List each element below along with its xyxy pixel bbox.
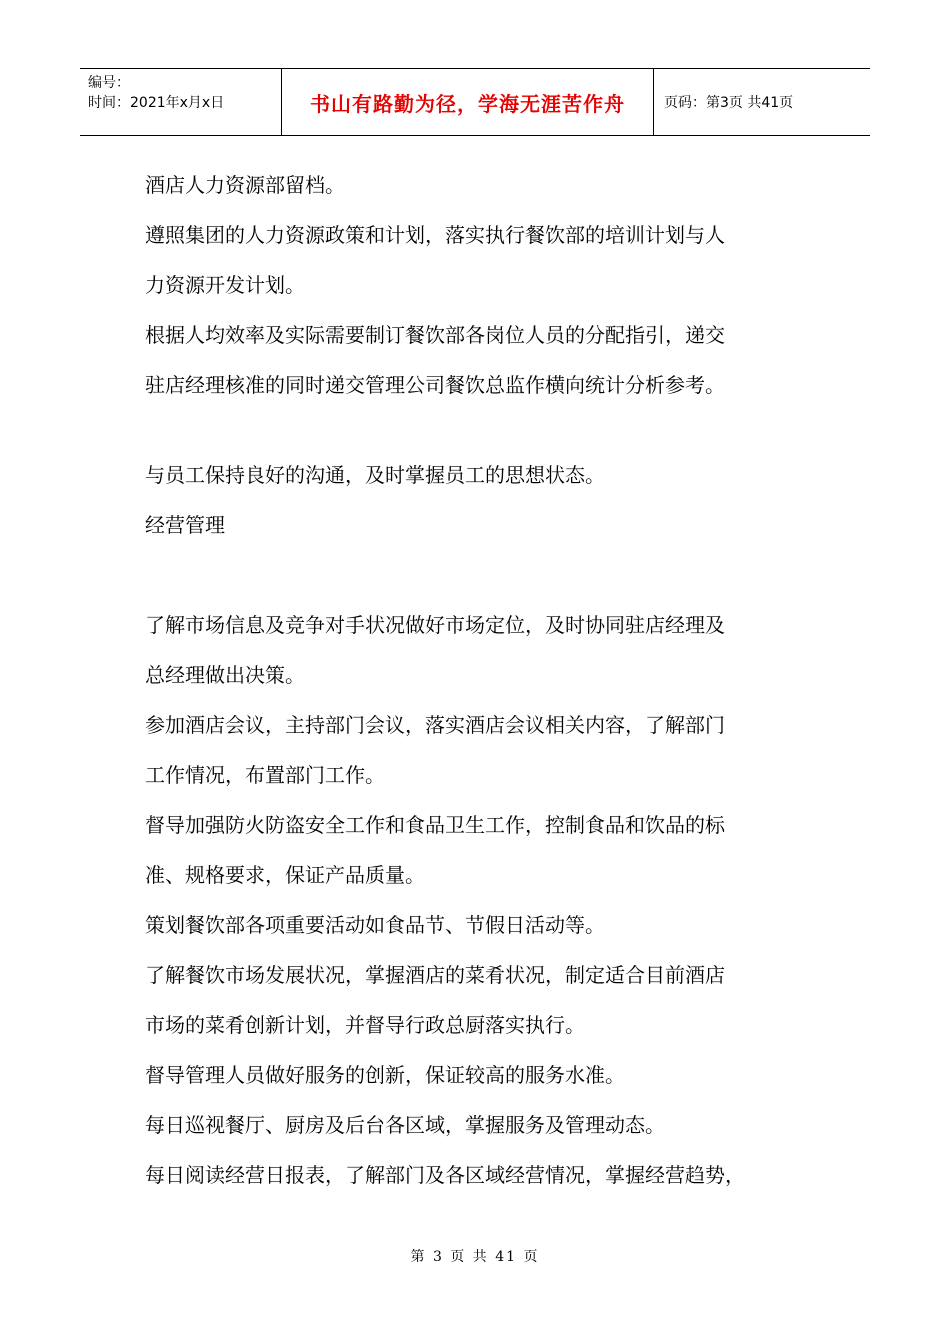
paragraph-line: 根据人均效率及实际需要制订餐饮部各岗位人员的分配指引，递交 xyxy=(145,323,725,347)
paragraph-line: 与员工保持良好的沟通，及时掌握员工的思想状态。 xyxy=(145,463,605,487)
paragraph-line: 了解餐饮市场发展状况，掌握酒店的菜肴状况，制定适合目前酒店 xyxy=(145,963,725,987)
paragraph-line: 参加酒店会议，主持部门会议，落实酒店会议相关内容，了解部门 xyxy=(145,713,725,737)
header-meta xyxy=(80,69,282,135)
document-time-label: 时间：2021年x月x日 xyxy=(88,95,225,111)
paragraph-line: 每日阅读经营日报表，了解部门及各区域经营情况，掌握经营趋势， xyxy=(145,1163,745,1187)
document-body xyxy=(145,160,835,1200)
page-header xyxy=(80,68,870,136)
page-footer: 第 3 页 共 41 页 xyxy=(410,1249,540,1265)
paragraph-line: 策划餐饮部各项重要活动如食品节、节假日活动等。 xyxy=(145,913,605,937)
paragraph-spacer xyxy=(145,550,835,600)
paragraph-spacer xyxy=(145,410,835,450)
paragraph-line: 准、规格要求，保证产品质量。 xyxy=(145,863,425,887)
section-heading: 经营管理 xyxy=(145,513,225,537)
paragraph-line: 总经理做出决策。 xyxy=(145,663,305,687)
paragraph-line: 督导加强防火防盗安全工作和食品卫生工作，控制食品和饮品的标 xyxy=(145,813,725,837)
paragraph-line: 了解市场信息及竞争对手状况做好市场定位，及时协同驻店经理及 xyxy=(145,613,725,637)
document-number-label: 编号： xyxy=(88,75,130,91)
paragraph-line: 工作情况，布置部门工作。 xyxy=(145,763,385,787)
paragraph-line: 遵照集团的人力资源政策和计划，落实执行餐饮部的培训计划与人 xyxy=(145,223,725,247)
paragraph-line: 每日巡视餐厅、厨房及后台各区域，掌握服务及管理动态。 xyxy=(145,1113,665,1137)
header-page-info: 页码：第3页 共41页 xyxy=(664,95,794,111)
paragraph-line: 酒店人力资源部留档。 xyxy=(145,173,345,197)
paragraph-line: 驻店经理核准的同时递交管理公司餐饮总监作横向统计分析参考。 xyxy=(145,373,725,397)
paragraph-line: 市场的菜肴创新计划，并督导行政总厨落实执行。 xyxy=(145,1013,585,1037)
header-motto: 书山有路勤为径，学海无涯苦作舟 xyxy=(282,69,654,135)
paragraph-line: 督导管理人员做好服务的创新，保证较高的服务水准。 xyxy=(145,1063,625,1087)
paragraph-line: 力资源开发计划。 xyxy=(145,273,305,297)
